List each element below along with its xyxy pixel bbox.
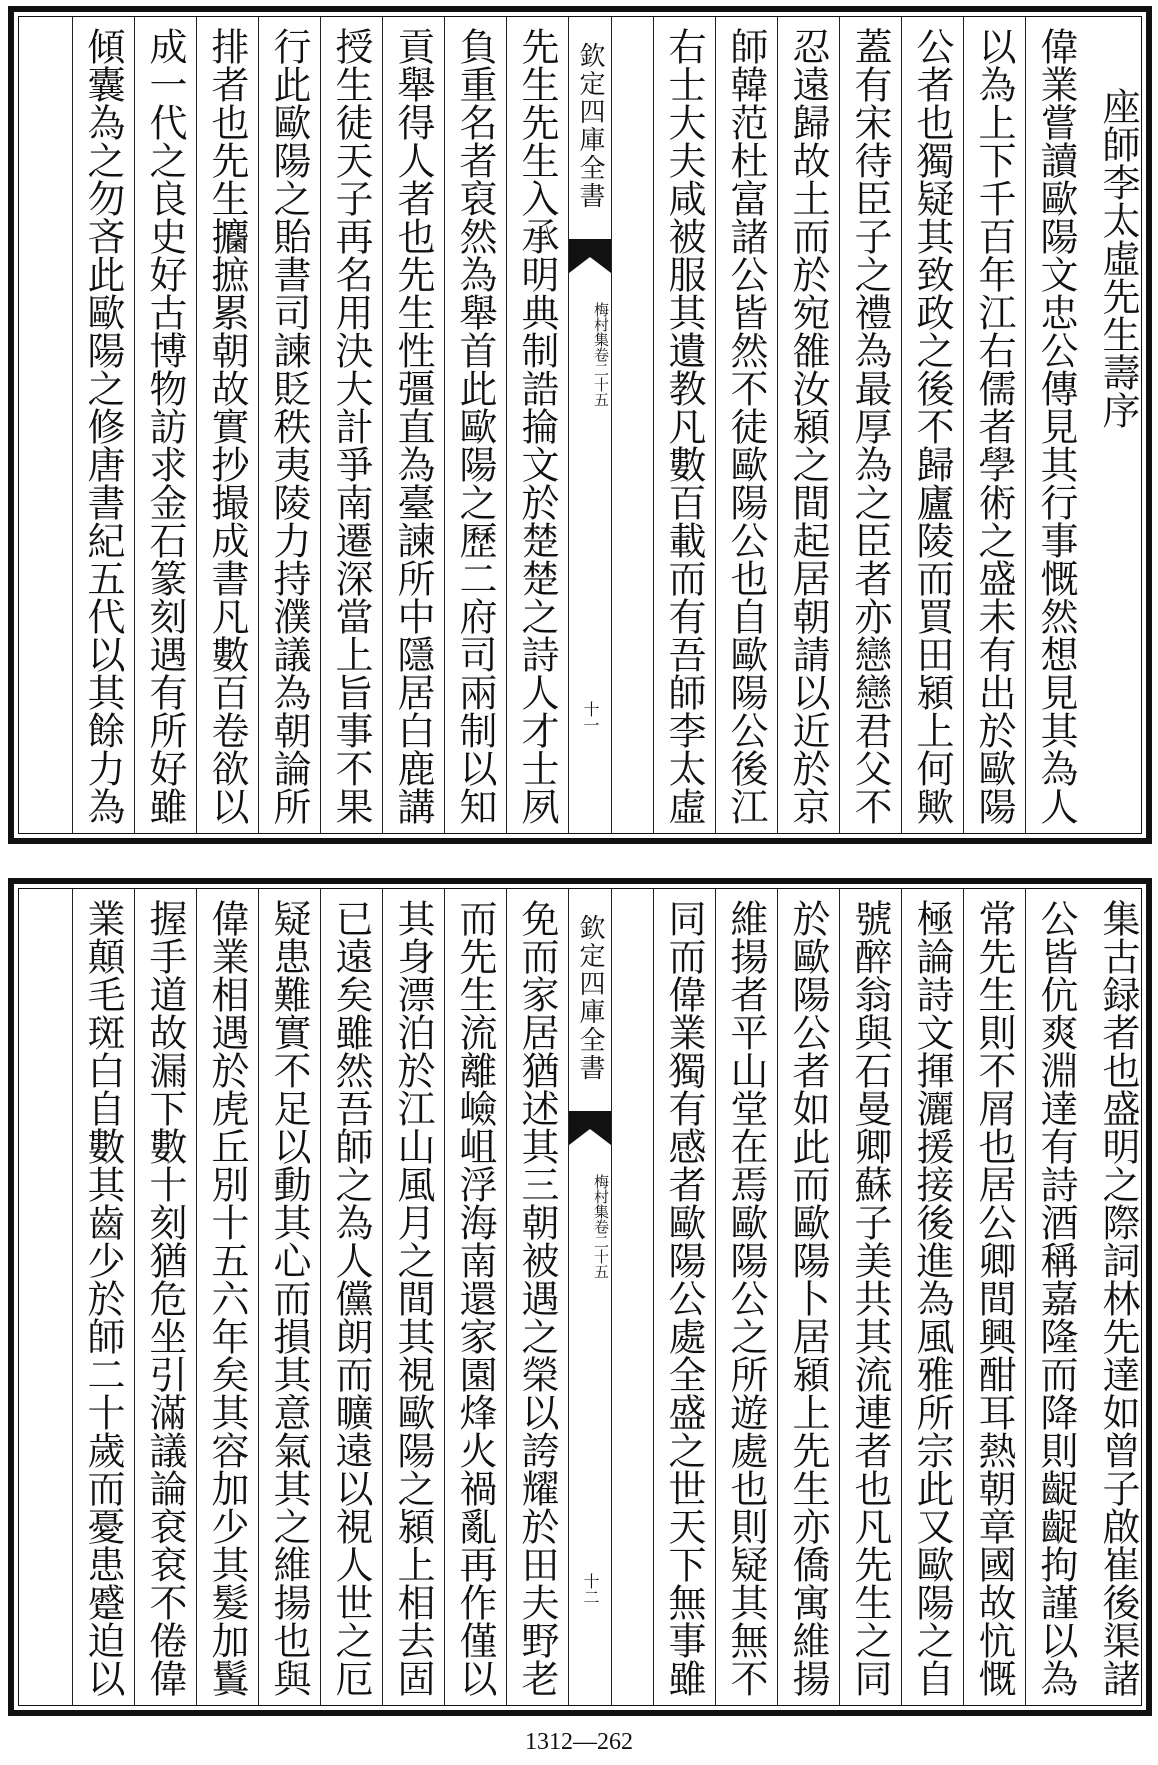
upper-col-7: 右士大夫咸被服其遺教凡數百載而有吾師李太虛 — [653, 17, 715, 833]
lower-col-14: 握手道故漏下數十刻猶危坐引滿議論袞袞不倦偉 — [134, 889, 196, 1705]
upper-col-10: 貢舉得人者也先生性彊直為臺諫所中隱居白鹿講 — [382, 17, 444, 833]
upper-page-frame — [18, 16, 1142, 834]
lower-col-9: 而先生流離嶮岨浮海南還家園烽火禍亂再作僅以 — [444, 889, 506, 1705]
upper-col-12: 行此歐陽之貽書司諫貶秩夷陵力持濮議為朝論所 — [258, 17, 320, 833]
upper-center-strip — [568, 17, 612, 833]
lower-col-11: 已遠矣雖然吾師之為人儻朗而曠遠以視人世之厄 — [320, 889, 382, 1705]
fish-tail-mark-icon — [569, 1111, 611, 1161]
lower-col-5: 於歐陽公者如此而歐陽卜居潁上先生亦僑寓維揚 — [777, 889, 839, 1705]
lower-folio: 十二 — [581, 1573, 600, 1605]
upper-volume: 卷二十五 — [592, 347, 610, 407]
lower-page — [8, 878, 1152, 1716]
upper-col-6: 師韓范杜富諸公皆然不徒歐陽公也自歐陽公後江 — [715, 17, 777, 833]
upper-col-4: 蓋有宋待臣子之禮為最厚為之臣者亦戀戀君父不 — [839, 17, 901, 833]
lower-col-0: 集古録者也盛明之際詞林先達如曾子啟崔後渠諸 — [1096, 899, 1140, 1697]
upper-col-3: 公者也獨疑其致政之後不歸廬陵而買田潁上何歟 — [901, 17, 963, 833]
upper-page — [8, 6, 1152, 844]
fish-tail-mark-icon — [569, 239, 611, 289]
lower-col-3: 極論詩文揮灑援接後進為風雅所宗此又歐陽之自 — [901, 889, 963, 1705]
lower-col-6: 維揚者平山堂在焉歐陽公之所遊處也則疑其無不 — [715, 889, 777, 1705]
lower-page-frame — [18, 888, 1142, 1706]
lower-col-2: 常先生則不屑也居公卿間興酣耳熱朝章國故忼慨 — [963, 889, 1025, 1705]
upper-col-11: 授生徒天子再名用決大計爭南遷深當上旨事不果 — [320, 17, 382, 833]
lower-col-7: 同而偉業獨有感者歐陽公處全盛之世天下無事雖 — [653, 889, 715, 1705]
lower-col-12: 疑患難實不足以動其心而損其意氣其之維揚也與 — [258, 889, 320, 1705]
upper-col-8: 先生先生入承明典制誥掄文於楚楚之詩人才士夙 — [506, 17, 568, 833]
lower-book-title: 欽定四庫全書 — [575, 914, 605, 1082]
page-number: 1312—262 — [525, 1729, 633, 1755]
upper-col-5: 忍遠歸故土而於宛雒汝潁之間起居朝請以近於京 — [777, 17, 839, 833]
upper-folio: 十一 — [581, 701, 600, 733]
upper-col-13: 排者也先生攟摭累朝故實抄撮成書凡數百卷欲以 — [196, 17, 258, 833]
lower-col-10: 其身漂泊於江山風月之間其視歐陽之潁上相去固 — [382, 889, 444, 1705]
lower-center-strip — [568, 889, 612, 1705]
upper-col-2: 以為上下千百年江右儒者學術之盛未有出於歐陽 — [963, 17, 1025, 833]
upper-sub-title: 梅村集 — [592, 302, 610, 347]
upper-col-15: 傾囊為之勿吝此歐陽之修唐書紀五代以其餘力為 — [72, 17, 134, 833]
lower-sub-title: 梅村集 — [592, 1174, 610, 1219]
lower-col-4: 號醉翁與石曼卿蘇子美共其流連者也凡先生之同 — [839, 889, 901, 1705]
lower-col-1: 公皆伉爽淵達有詩酒稱嘉隆而降則齪齪拘謹以為 — [1025, 889, 1087, 1705]
lower-col-8: 免而家居猶述其三朝被遇之榮以誇耀於田夫野老 — [506, 889, 568, 1705]
upper-col-title: 座師李太虛先生壽序 — [1096, 87, 1140, 429]
lower-col-13: 偉業相遇於虎丘別十五六年矣其容加少其髮加鬒 — [196, 889, 258, 1705]
lower-volume: 卷二十五 — [592, 1219, 610, 1279]
upper-col-1: 偉業嘗讀歐陽文忠公傳見其行事慨然想見其為人 — [1025, 17, 1087, 833]
lower-col-15: 業顛毛斑白自數其齒少於師二十歲而憂患蹙迫以 — [72, 889, 134, 1705]
lower-center-subtitle — [569, 1174, 611, 1344]
upper-col-14: 成一代之良史好古博物訪求金石篆刻遇有所好雖 — [134, 17, 196, 833]
upper-book-title: 欽定四庫全書 — [575, 42, 605, 210]
upper-center-subtitle — [569, 302, 611, 472]
upper-col-9: 負重名者裒然為舉首此歐陽之歷二府司兩制以知 — [444, 17, 506, 833]
